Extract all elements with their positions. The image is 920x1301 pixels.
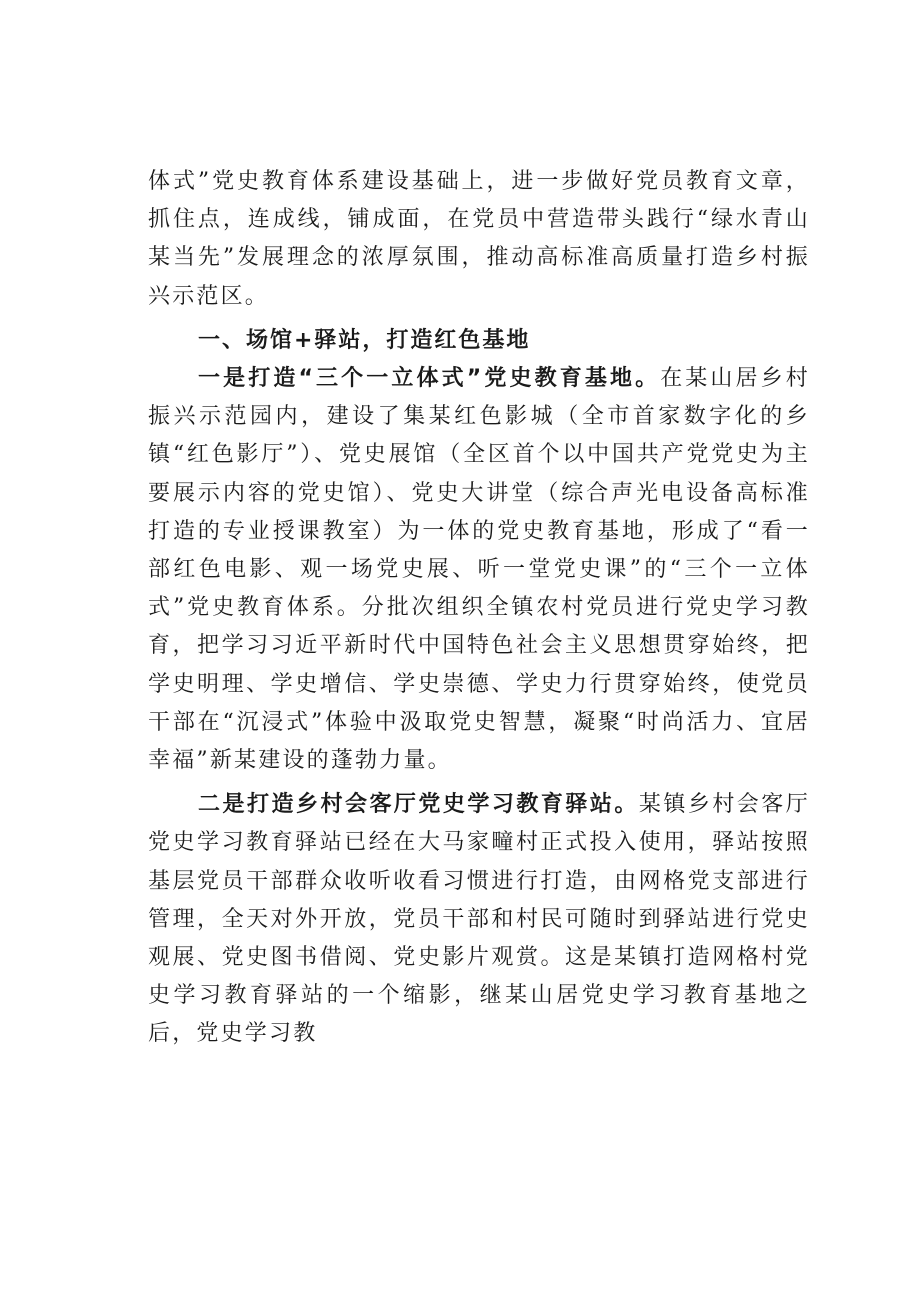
- paragraph-base: [148, 360, 810, 780]
- document-body: [148, 163, 810, 1054]
- section-heading-text: 一、场馆+驿站，打造红色基地: [198, 327, 531, 353]
- section-heading: [148, 322, 810, 360]
- paragraph-lead: 一是打造“三个一立体式”党史教育基地。: [198, 366, 661, 392]
- paragraph-continuation: [148, 163, 810, 316]
- paragraph-text: 某镇乡村会客厅党史学习教育驿站已经在大马家疃村正式投入使用，驿站按照基层党员干部群众收听收看习惯进行打造，由网格党支部进行管理，全天对外开放，党员干部和村民可随时到驿站进行党史观展、党史图书借阅、党史影片观赏。这是某镇打造网格村党史学习教育驿站的一个缩影，继某山居党史学习教育基地之后，党史学习教: [148, 792, 810, 1047]
- paragraph-lead: 二是打造乡村会客厅党史学习教育驿站。: [198, 792, 639, 818]
- paragraph-text: 在某山居乡村振兴示范园内，建设了集某红色影城（全市首家数字化的乡镇“红色影厅”）、党史展馆（全区首个以中国共产党党史为主要展示内容的党史馆）、党史大讲堂（综合声光电设备高标准打造的专业授课教室）为一体的党史教育基地，形成了“看一部红色电影、观一场党史展、听一堂党史课”的“三个一立体式”党史教育体系。分批次组织全镇农村党员进行党史学习教育，把学习习近平新时代中国特色社会主义思想贯穿始终，把学史明理、学史增信、学史崇德、学史力行贯穿始终，使党员干部在“沉浸式”体验中汲取党史智慧，凝聚“时尚活力、宜居幸福”新某建设的蓬勃力量。: [148, 366, 810, 774]
- paragraph-text: 体式”党史教育体系建设基础上，进一步做好党员教育文章，抓住点，连成线，铺成面，在党员中营造带头践行“绿水青山某当先”发展理念的浓厚氛围，推动高标准高质量打造乡村振兴示范区。: [148, 169, 810, 309]
- paragraph-station: [148, 786, 810, 1053]
